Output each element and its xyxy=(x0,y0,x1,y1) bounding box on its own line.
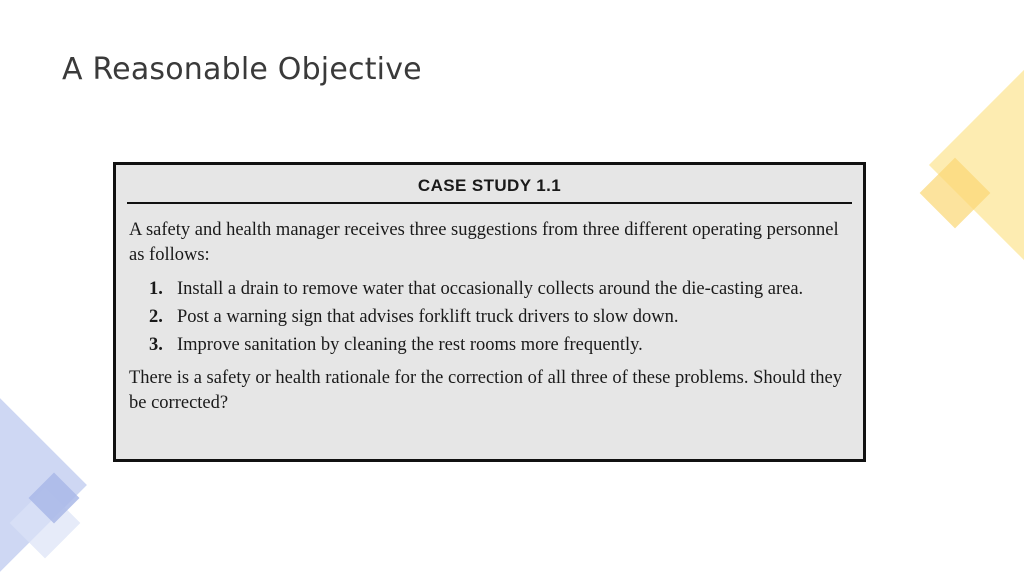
list-item xyxy=(149,277,851,302)
list-item-number: 1. xyxy=(149,279,163,299)
case-study-box xyxy=(113,162,866,462)
list-item-number: 3. xyxy=(149,335,163,355)
suggestion-list xyxy=(129,277,851,358)
list-item-text: Post a warning sign that advises forklift truck drivers to slow down. xyxy=(177,307,679,327)
list-item-text: Improve sanitation by cleaning the rest rooms more frequently. xyxy=(177,335,643,355)
list-item-text: Install a drain to remove water that occasionally collects around the die-casting area. xyxy=(177,279,804,299)
case-study-body xyxy=(116,204,863,416)
case-study-intro: A safety and health manager receives three suggestions from three different operating personnel as follows: xyxy=(129,220,839,265)
list-item xyxy=(149,305,851,330)
case-study-closing: There is a safety or health rationale for the correction of all three of these problems. Should they be corrected? xyxy=(129,368,843,413)
decorative-yellow-diamond-large xyxy=(929,59,1024,271)
case-study-heading: CASE STUDY 1.1 xyxy=(127,165,852,204)
list-item-number: 2. xyxy=(149,307,163,327)
list-item xyxy=(149,333,851,358)
slide-title: A Reasonable Objective xyxy=(62,52,422,87)
